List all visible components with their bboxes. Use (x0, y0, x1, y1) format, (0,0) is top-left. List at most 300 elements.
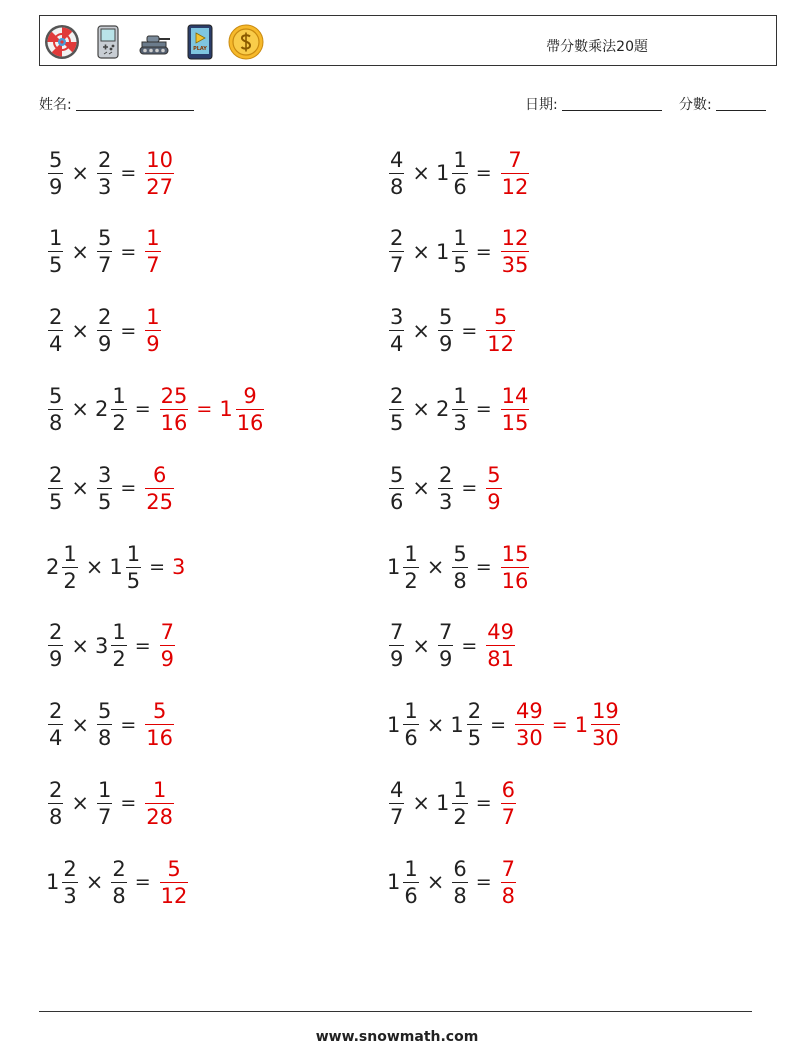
equals-sign: = (461, 319, 478, 342)
times-sign: × (71, 161, 89, 185)
numerator: 2 (390, 226, 404, 251)
fraction (467, 698, 482, 751)
fraction (452, 777, 467, 830)
fraction (389, 619, 404, 672)
times-sign: × (71, 791, 89, 816)
numerator: 19 (592, 699, 619, 724)
denominator: 8 (97, 726, 112, 751)
numerator: 6 (152, 462, 167, 487)
problem-item (46, 378, 266, 440)
denominator: 8 (501, 883, 516, 908)
fraction (389, 225, 404, 278)
equals-sign: = (120, 162, 137, 184)
numerator: 7 (160, 620, 175, 645)
times-sign: × (71, 239, 89, 264)
denominator: 3 (453, 410, 467, 435)
whole-number: 1 (46, 870, 60, 895)
denominator: 9 (487, 489, 501, 514)
times-sign: × (85, 870, 104, 895)
equals-sign: = (120, 792, 137, 815)
equals-sign: = (551, 713, 568, 736)
numerator: 6 (501, 777, 516, 802)
denominator: 28 (146, 804, 174, 829)
problem-item (387, 221, 531, 283)
denominator: 30 (516, 726, 543, 751)
fraction (48, 304, 63, 357)
denominator: 8 (49, 410, 63, 435)
fraction (501, 147, 530, 200)
denominator: 12 (501, 174, 529, 199)
header-icons (44, 22, 264, 62)
fraction (97, 304, 112, 357)
numerator: 3 (97, 462, 112, 487)
date-blank[interactable] (562, 96, 662, 111)
numerator: 1 (453, 226, 467, 251)
denominator: 6 (390, 489, 404, 514)
score-field[interactable] (679, 94, 766, 114)
problem-item (46, 772, 176, 834)
fraction (501, 541, 530, 594)
times-sign: × (85, 555, 104, 579)
fraction (160, 619, 175, 672)
problem-item (387, 615, 517, 677)
numerator: 1 (453, 777, 467, 802)
times-sign: × (71, 476, 89, 501)
numerator: 12 (501, 226, 529, 251)
denominator: 81 (487, 647, 515, 672)
numerator: 2 (390, 383, 404, 408)
denominator: 9 (438, 332, 453, 357)
score-label: 分數: (679, 97, 712, 113)
denominator: 8 (453, 883, 467, 908)
numerator: 1 (152, 777, 167, 802)
problem-item (46, 851, 190, 913)
problem-item (387, 536, 531, 598)
fraction (48, 147, 63, 200)
numerator: 1 (404, 856, 418, 881)
answer (143, 147, 176, 200)
denominator: 16 (160, 410, 188, 435)
answer (158, 856, 191, 909)
problem-item (46, 221, 163, 283)
answer (484, 462, 503, 515)
denominator: 2 (112, 410, 126, 435)
fraction (403, 856, 418, 909)
times-sign: × (426, 555, 445, 579)
denominator: 25 (146, 489, 174, 514)
denominator: 5 (49, 253, 63, 278)
whole-number: 3 (172, 555, 186, 579)
fraction (145, 225, 160, 278)
answer (143, 304, 162, 357)
fraction (486, 619, 515, 672)
equals-sign: = (475, 240, 492, 263)
fraction (438, 462, 453, 515)
equals-sign: = (120, 240, 137, 263)
numerator: 4 (390, 147, 404, 172)
whole-number: 3 (94, 633, 109, 658)
numerator: 9 (243, 383, 257, 408)
whole-number: 1 (387, 555, 401, 579)
denominator: 9 (49, 647, 63, 672)
denominator: 6 (404, 883, 418, 908)
numerator: 5 (453, 541, 467, 566)
numerator: 1 (49, 226, 63, 251)
date-field[interactable] (525, 94, 662, 114)
answer (172, 555, 186, 579)
denominator: 8 (390, 174, 404, 199)
times-sign: × (412, 397, 430, 422)
numerator: 2 (97, 305, 112, 330)
fraction (236, 383, 265, 436)
numerator: 2 (438, 462, 453, 487)
answer (143, 698, 176, 751)
numerator: 1 (404, 699, 418, 724)
numerator: 10 (146, 147, 174, 172)
fraction (145, 777, 174, 830)
answer (158, 619, 177, 672)
equals-sign: = (490, 713, 507, 736)
equals-sign: = (475, 162, 492, 184)
fraction (48, 225, 63, 278)
problem-item (387, 694, 622, 756)
denominator: 7 (390, 253, 404, 278)
whole-number: 1 (435, 791, 450, 816)
numerator: 1 (112, 383, 126, 408)
whole-number: 2 (435, 397, 450, 422)
equals-sign: = (149, 556, 166, 578)
numerator: 2 (63, 856, 77, 881)
numerator: 1 (126, 541, 141, 566)
fraction (111, 383, 126, 436)
problem-item (46, 536, 186, 598)
denominator: 2 (112, 647, 126, 672)
whole-number: 2 (94, 397, 109, 422)
numerator: 5 (438, 305, 453, 330)
denominator: 16 (501, 568, 529, 593)
problem-item (46, 457, 176, 519)
numerator: 2 (49, 699, 63, 724)
times-sign: × (412, 633, 430, 658)
problem-item (46, 615, 177, 677)
equals-sign: = (461, 634, 478, 657)
numerator: 25 (160, 383, 188, 408)
date-label: 日期: (525, 97, 558, 113)
numerator: 1 (404, 541, 418, 566)
numerator: 49 (487, 620, 515, 645)
denominator: 16 (146, 726, 174, 751)
fraction (501, 225, 530, 278)
times-sign: × (412, 791, 430, 816)
fraction (111, 856, 126, 909)
whole-number: 1 (219, 397, 233, 422)
times-sign: × (71, 633, 89, 658)
denominator: 9 (49, 174, 63, 199)
fraction (452, 383, 467, 436)
times-sign: × (412, 476, 430, 501)
times-sign: × (412, 318, 430, 343)
denominator: 9 (97, 332, 112, 357)
denominator: 9 (438, 647, 453, 672)
whole-number: 1 (109, 555, 123, 579)
problem-item (387, 457, 504, 519)
denominator: 8 (49, 804, 63, 829)
numerator: 2 (112, 856, 126, 881)
fraction (97, 147, 112, 200)
numerator: 2 (49, 777, 63, 802)
answer (499, 541, 532, 594)
tablet-play-icon (182, 24, 218, 60)
fraction (62, 856, 77, 909)
numerator: 4 (390, 777, 404, 802)
whole-number: 1 (435, 161, 450, 185)
fraction (591, 698, 620, 751)
denominator: 12 (160, 883, 188, 908)
numerator: 7 (438, 620, 453, 645)
fraction (160, 383, 189, 436)
numerator: 7 (501, 856, 516, 881)
problem-item (387, 851, 518, 913)
numerator: 1 (453, 383, 467, 408)
equals-sign: = (120, 477, 137, 500)
denominator: 6 (404, 726, 418, 751)
problem-item (46, 694, 176, 756)
equals-sign: = (120, 713, 137, 736)
fraction (389, 383, 404, 436)
numerator: 5 (487, 462, 501, 487)
worksheet-header (39, 15, 777, 66)
numerator: 5 (167, 856, 181, 881)
whole-number: 2 (46, 555, 60, 579)
numerator: 7 (390, 620, 404, 645)
denominator: 3 (97, 174, 112, 199)
denominator: 8 (112, 883, 126, 908)
times-sign: × (71, 318, 89, 343)
numerator: 5 (493, 305, 508, 330)
whole-number: 1 (387, 712, 401, 737)
fraction (389, 147, 404, 200)
fraction (515, 698, 544, 751)
denominator: 30 (592, 726, 619, 751)
answer (143, 225, 162, 278)
whole-number: 1 (450, 712, 464, 737)
numerator: 1 (453, 147, 467, 172)
numerator: 5 (49, 147, 63, 172)
problem-item (46, 300, 163, 362)
denominator: 8 (453, 568, 467, 593)
answer (499, 777, 518, 830)
denominator: 5 (49, 489, 63, 514)
equals-sign: = (196, 398, 213, 421)
numerator: 1 (63, 541, 77, 566)
fraction (438, 619, 453, 672)
denominator: 7 (97, 804, 112, 829)
svg-text:PLAY: PLAY (193, 46, 207, 52)
answer (143, 777, 176, 830)
numerator: 2 (49, 620, 63, 645)
fraction (145, 147, 174, 200)
denominator: 5 (126, 568, 141, 593)
fraction (160, 856, 189, 909)
denominator: 7 (146, 253, 160, 278)
fraction (111, 619, 126, 672)
numerator: 2 (49, 462, 63, 487)
fraction (48, 383, 63, 436)
answer (484, 304, 517, 357)
fraction (389, 777, 404, 830)
answer (513, 698, 622, 751)
fraction (126, 541, 141, 594)
fraction (438, 304, 453, 357)
fraction (97, 698, 112, 751)
denominator: 7 (97, 253, 112, 278)
numerator: 14 (501, 383, 529, 408)
numerator: 1 (97, 777, 112, 802)
numerator: 1 (146, 226, 160, 251)
tank-icon (136, 24, 172, 60)
fraction (501, 383, 530, 436)
fraction (389, 462, 404, 515)
denominator: 5 (467, 726, 482, 751)
problem-item (46, 142, 176, 204)
fraction (97, 777, 112, 830)
denominator: 6 (453, 174, 467, 199)
fraction (403, 698, 418, 751)
denominator: 5 (97, 489, 112, 514)
problem-item (387, 378, 531, 440)
denominator: 5 (453, 253, 467, 278)
footer-url: www.snowmath.com (315, 1029, 479, 1045)
denominator: 15 (501, 410, 529, 435)
fraction (48, 462, 63, 515)
fraction (48, 619, 63, 672)
numerator: 15 (501, 541, 529, 566)
answer (484, 619, 517, 672)
fraction (486, 462, 501, 515)
name-field[interactable] (39, 94, 194, 114)
answer (158, 383, 267, 436)
fraction (97, 225, 112, 278)
gameboy-icon (90, 24, 126, 60)
problem-item (387, 300, 517, 362)
denominator: 4 (390, 332, 404, 357)
fraction (145, 698, 174, 751)
times-sign: × (412, 161, 430, 185)
equals-sign: = (134, 871, 151, 894)
fraction (62, 541, 77, 594)
denominator: 16 (236, 410, 264, 435)
fraction (452, 147, 467, 200)
denominator: 9 (390, 647, 404, 672)
dartboard-icon (44, 24, 80, 60)
fraction (389, 304, 404, 357)
equals-sign: = (461, 477, 478, 500)
fraction (145, 462, 174, 515)
denominator: 2 (404, 568, 418, 593)
numerator: 1 (146, 305, 160, 330)
answer (499, 383, 532, 436)
whole-number: 1 (574, 712, 589, 737)
numerator: 1 (112, 620, 126, 645)
denominator: 9 (146, 332, 160, 357)
numerator: 5 (49, 383, 63, 408)
numerator: 5 (97, 699, 112, 724)
times-sign: × (412, 239, 430, 264)
numerator: 6 (453, 856, 467, 881)
answer (143, 462, 176, 515)
fraction (48, 698, 63, 751)
equals-sign: = (134, 634, 151, 657)
footer-divider (39, 1011, 752, 1012)
problem-item (387, 772, 518, 834)
numerator: 49 (516, 699, 543, 724)
times-sign: × (71, 397, 89, 422)
answer (499, 856, 518, 909)
fraction (452, 225, 467, 278)
fraction (48, 777, 63, 830)
fraction (97, 462, 112, 515)
fraction (452, 856, 467, 909)
denominator: 2 (63, 568, 77, 593)
numerator: 3 (390, 305, 404, 330)
fraction (501, 856, 516, 909)
equals-sign: = (475, 556, 492, 578)
numerator: 5 (152, 699, 167, 724)
equals-sign: = (475, 871, 492, 894)
denominator: 5 (390, 410, 404, 435)
fraction (145, 304, 160, 357)
problem-item (387, 142, 531, 204)
numerator: 2 (467, 699, 482, 724)
fraction (501, 777, 516, 830)
score-blank[interactable] (716, 96, 766, 111)
name-blank[interactable] (76, 96, 194, 111)
equals-sign: = (475, 398, 492, 421)
worksheet-title: 帶分數乘法20題 (546, 39, 648, 55)
times-sign: × (71, 712, 89, 737)
fraction (486, 304, 515, 357)
denominator: 9 (160, 647, 175, 672)
denominator: 3 (63, 883, 77, 908)
equals-sign: = (475, 792, 492, 815)
times-sign: × (426, 870, 445, 895)
times-sign: × (426, 712, 445, 737)
whole-number: 1 (387, 870, 401, 895)
numerator: 2 (97, 147, 112, 172)
numerator: 5 (390, 462, 404, 487)
denominator: 7 (501, 804, 516, 829)
answer (499, 147, 532, 200)
numerator: 5 (97, 226, 112, 251)
denominator: 4 (49, 726, 63, 751)
denominator: 7 (390, 804, 404, 829)
answer (499, 225, 532, 278)
fraction (403, 541, 418, 594)
denominator: 3 (438, 489, 453, 514)
denominator: 35 (501, 253, 529, 278)
name-label: 姓名: (39, 97, 72, 113)
numerator: 7 (508, 147, 522, 172)
denominator: 2 (453, 804, 467, 829)
equals-sign: = (134, 398, 151, 421)
equals-sign: = (120, 319, 137, 342)
numerator: 2 (49, 305, 63, 330)
denominator: 27 (146, 174, 174, 199)
whole-number: 1 (435, 239, 450, 264)
denominator: 4 (49, 332, 63, 357)
fraction (452, 541, 467, 594)
gold-coin-icon (228, 24, 264, 60)
